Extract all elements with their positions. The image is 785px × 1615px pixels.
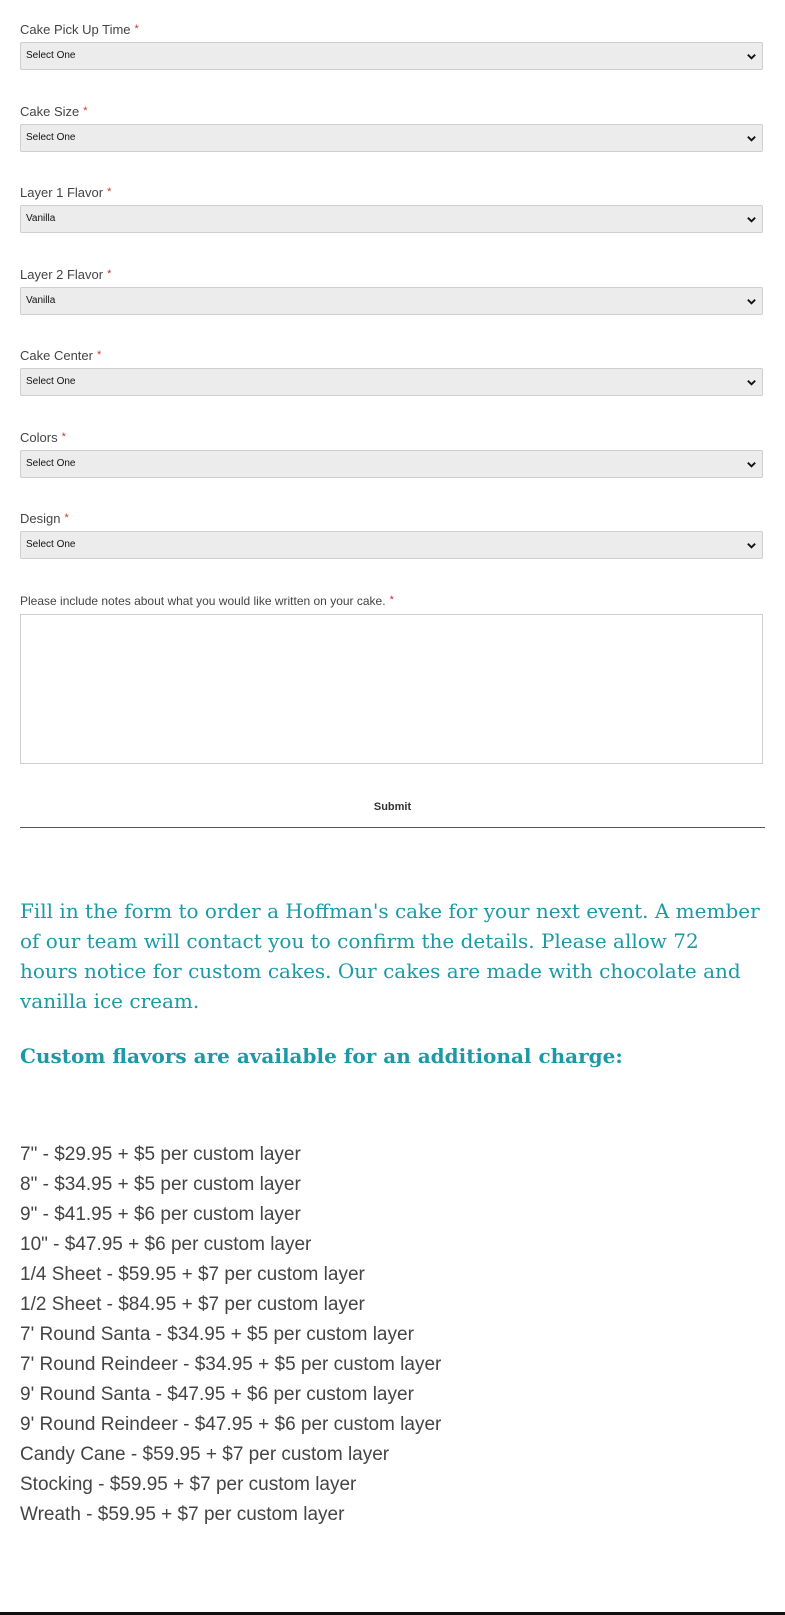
cake-size-label [20, 104, 88, 119]
colors-select[interactable] [20, 450, 763, 478]
price-item: 9' Round Santa - $47.95 + $6 per custom layer [20, 1384, 414, 1405]
chevron-down-icon [746, 296, 757, 307]
chevron-down-icon [746, 377, 757, 388]
colors-label [20, 430, 66, 445]
price-item: 9' Round Reindeer - $47.95 + $6 per custom layer [20, 1414, 442, 1435]
cake-notes-label [20, 594, 394, 608]
price-item: Candy Cane - $59.95 + $7 per custom layer [20, 1444, 390, 1465]
cake-size-select[interactable] [20, 124, 763, 152]
intro-text: Fill in the form to order a Hoffman's cake for your next event. A member of our team will contact you to confirm the details. Please allow 72 hours notice for custom cakes. Our cakes are made with chocolate and vanilla ice cream. [20, 899, 760, 1013]
colors-value: Select One [26, 458, 76, 469]
cake-center-label [20, 348, 101, 363]
layer-1-flavor-label [20, 185, 111, 200]
pickup-time-value: Select One [26, 50, 76, 61]
design-label [20, 511, 69, 526]
price-item: 8" - $34.95 + $5 per custom layer [20, 1174, 301, 1195]
chevron-down-icon [746, 51, 757, 62]
price-item: Wreath - $59.95 + $7 per custom layer [20, 1504, 345, 1525]
price-item: 1/2 Sheet - $84.95 + $7 per custom layer [20, 1294, 365, 1315]
cake-center-select[interactable] [20, 368, 763, 396]
cake-size-value: Select One [26, 132, 76, 143]
chevron-down-icon [746, 459, 757, 470]
layer-2-flavor-select[interactable] [20, 287, 763, 315]
custom-flavors-heading: Custom flavors are available for an additional charge: [20, 1044, 623, 1068]
cake-size-label-text: Cake Size [20, 104, 80, 119]
cake-center-label-text: Cake Center [20, 348, 93, 363]
layer-1-flavor-select[interactable] [20, 205, 763, 233]
required-marker: * [64, 512, 69, 524]
design-value: Select One [26, 539, 76, 550]
submit-button[interactable]: Submit [20, 799, 765, 828]
price-item: 7" - $29.95 + $5 per custom layer [20, 1144, 301, 1165]
required-marker: * [107, 186, 112, 198]
pickup-time-label [20, 22, 139, 37]
required-marker: * [83, 105, 88, 117]
price-item: 10" - $47.95 + $6 per custom layer [20, 1234, 312, 1255]
price-item: 9" - $41.95 + $6 per custom layer [20, 1204, 301, 1225]
required-marker: * [389, 594, 394, 606]
price-item: Stocking - $59.95 + $7 per custom layer [20, 1474, 357, 1495]
price-item: 1/4 Sheet - $59.95 + $7 per custom layer [20, 1264, 365, 1285]
price-list [20, 1140, 760, 1530]
colors-label-text: Colors [20, 430, 58, 445]
chevron-down-icon [746, 214, 757, 225]
required-marker: * [107, 268, 112, 280]
pickup-time-select[interactable] [20, 42, 763, 70]
pickup-time-label-text: Cake Pick Up Time [20, 22, 131, 37]
design-label-text: Design [20, 511, 61, 526]
layer-1-flavor-label-text: Layer 1 Flavor [20, 185, 104, 200]
chevron-down-icon [746, 540, 757, 551]
required-marker: * [61, 431, 66, 443]
design-select[interactable] [20, 531, 763, 559]
layer-2-flavor-label-text: Layer 2 Flavor [20, 267, 104, 282]
cake-notes-label-text: Please include notes about what you would like written on your cake. [20, 594, 386, 608]
price-item: 7' Round Santa - $34.95 + $5 per custom layer [20, 1324, 414, 1345]
cake-notes-textarea[interactable] [20, 614, 763, 764]
cake-center-value: Select One [26, 376, 76, 387]
chevron-down-icon [746, 133, 757, 144]
required-marker: * [96, 349, 102, 361]
required-marker: * [134, 23, 139, 35]
layer-2-flavor-label [20, 267, 111, 282]
layer-1-flavor-value: Vanilla [26, 213, 56, 224]
price-item: 7' Round Reindeer - $34.95 + $5 per custom layer [20, 1354, 442, 1375]
layer-2-flavor-value: Vanilla [26, 295, 56, 306]
